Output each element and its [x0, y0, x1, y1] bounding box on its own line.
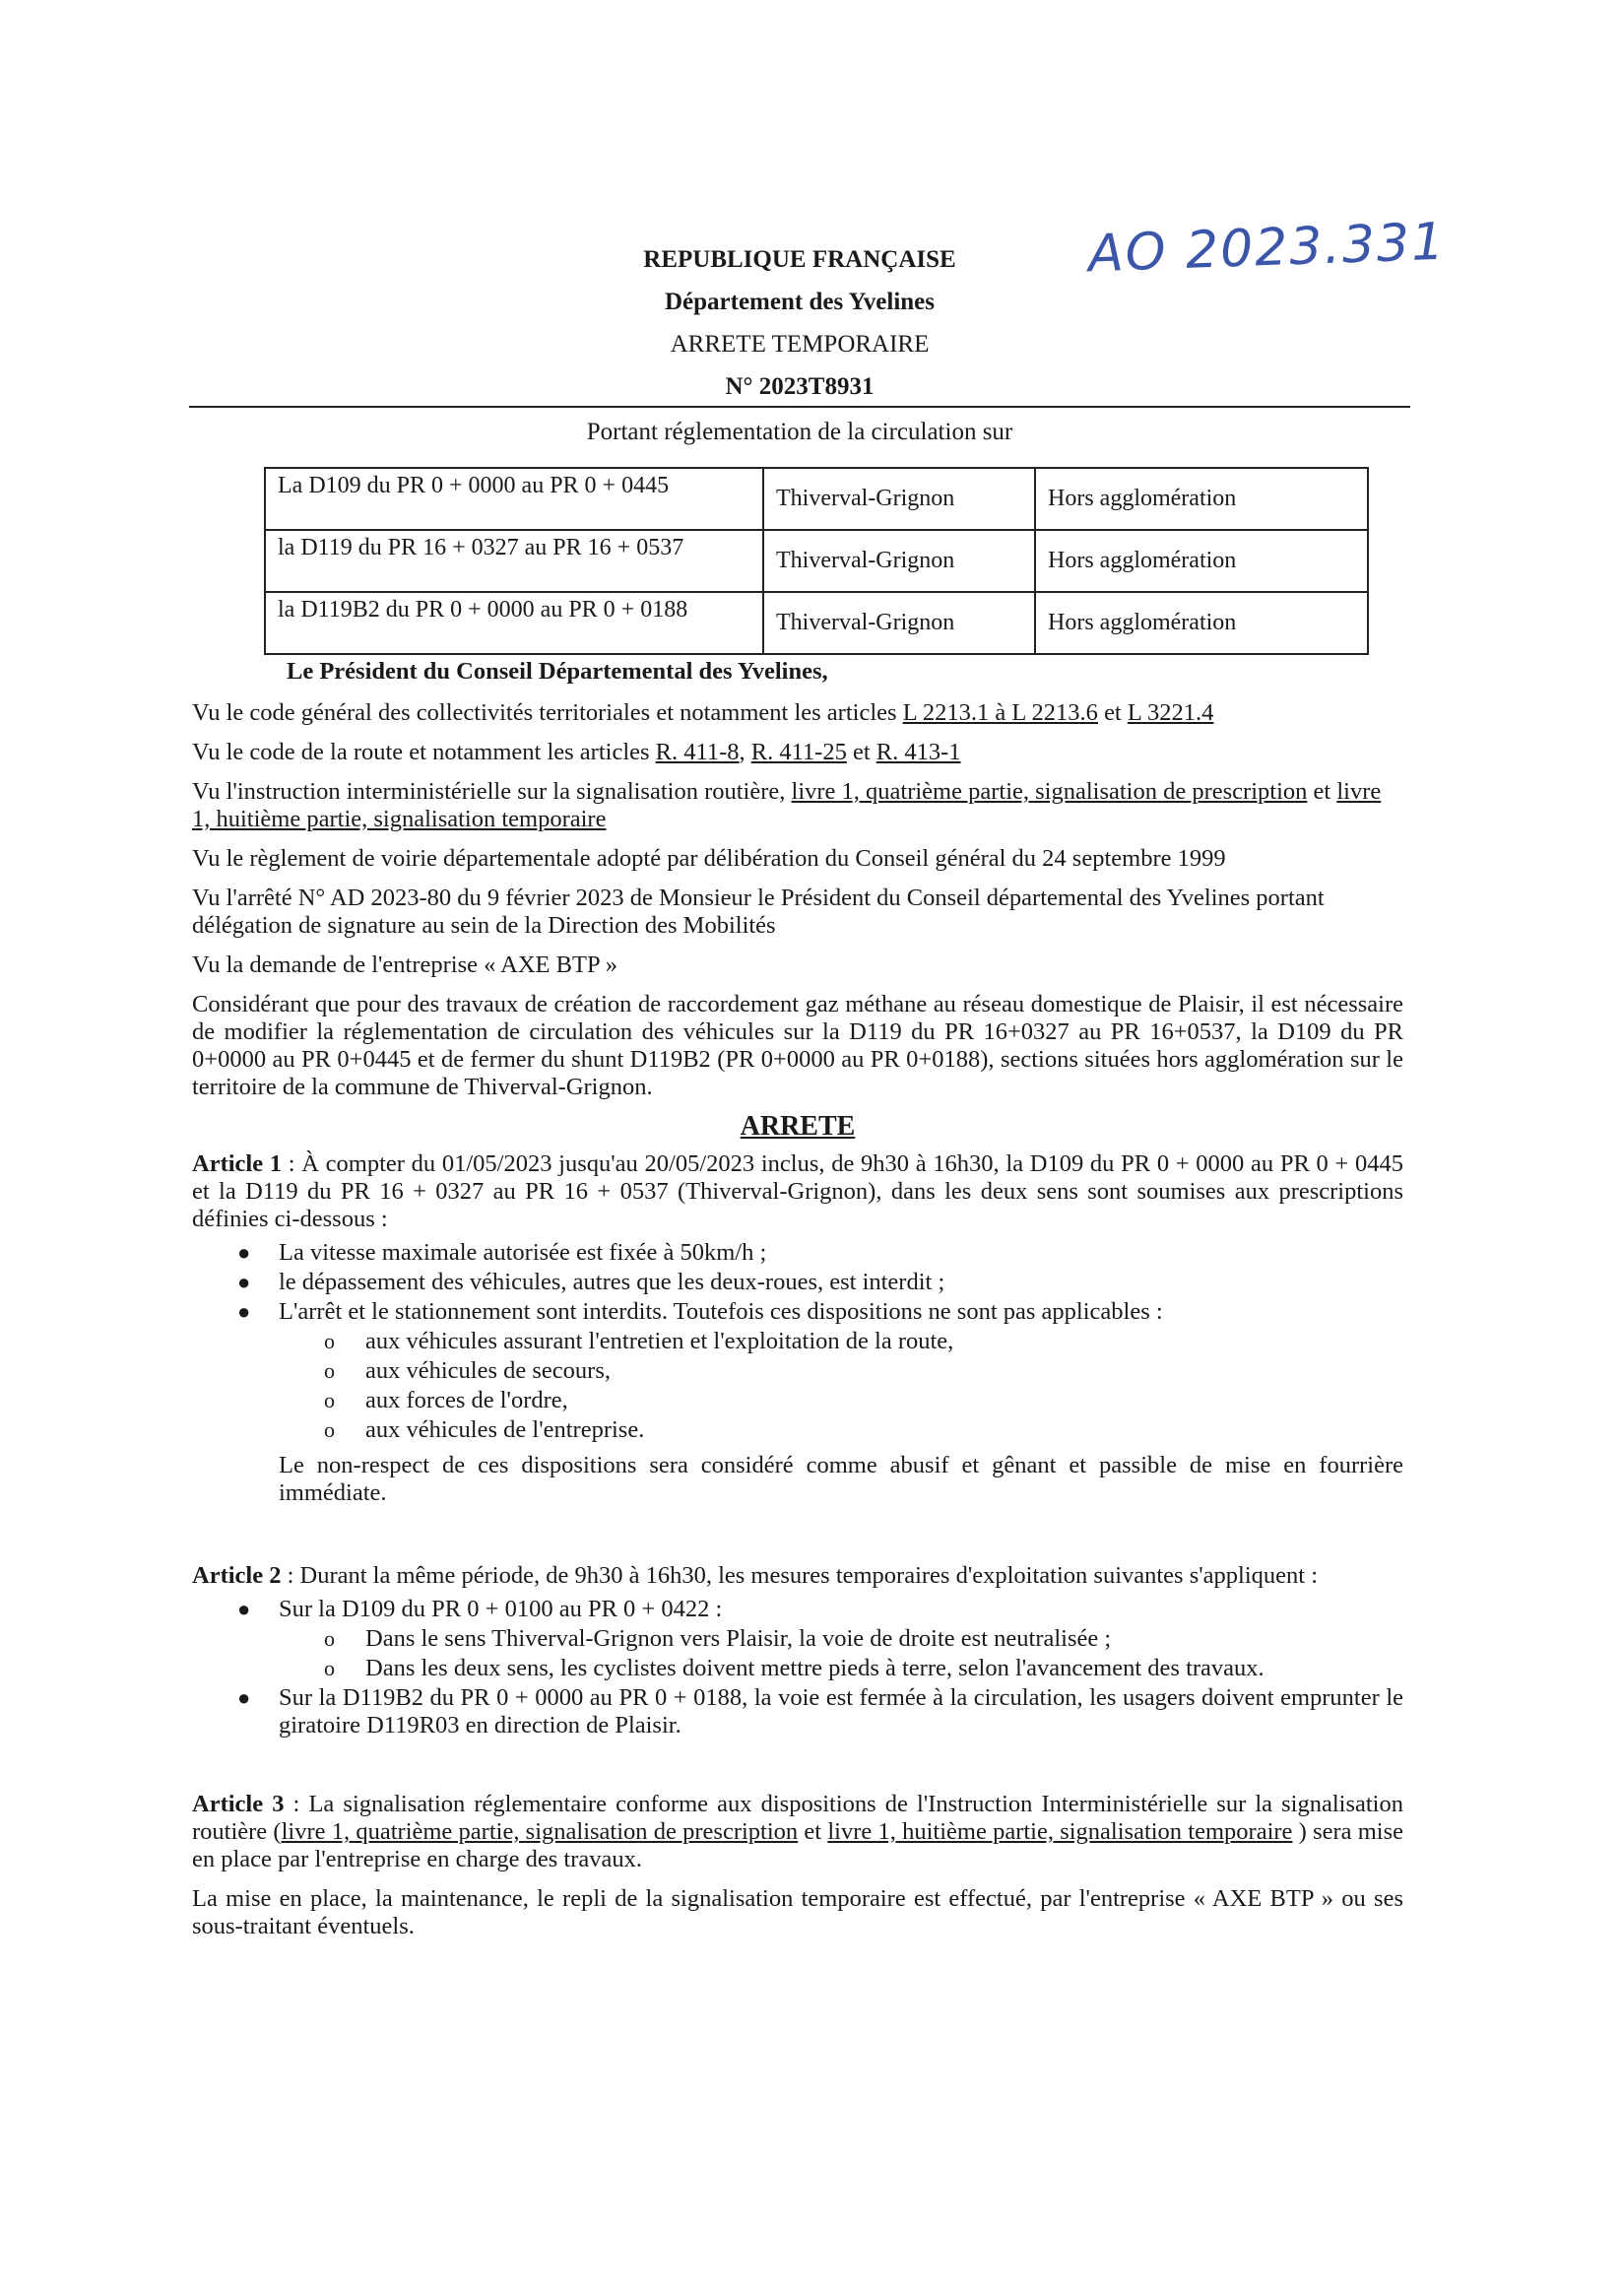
article-text: ) sera mise en place par l'entreprise en charge des travaux. [192, 1818, 1404, 1872]
vu-text: et [1097, 699, 1128, 726]
arrete-title: ARRETE [740, 1111, 856, 1142]
article-label: Article 3 [192, 1791, 285, 1817]
instruction-link[interactable]: livre 1, quatrième partie, signalisation de prescription [281, 1818, 799, 1845]
list-item [237, 1684, 1403, 1739]
article-1 [192, 1150, 1403, 1233]
list-item [237, 1239, 1403, 1267]
document-header [187, 238, 1412, 408]
considerant: Considérant que pour des travaux de création de raccordement gaz méthane au réseau domestique de Plaisir, il est nécessaire de modifier la réglementation de circulation des véhicules sur la D119 du PR 16+0327 au PR 16+0537, la D109 du PR 0+0000 au PR 0+0445 et de fermer du shunt D119B2 (PR 0+0000 au PR 0+0188), sections situées hors agglomération sur le territoire de la commune de Thiverval-Grignon. [192, 991, 1403, 1100]
list-item-text: Sur la D109 du PR 0 + 0100 au PR 0 + 0422 : [279, 1596, 723, 1622]
spacer [192, 1747, 1403, 1791]
bullet-icon: o [324, 1358, 335, 1383]
bullet-icon: o [324, 1417, 335, 1442]
bullet-icon: ● [237, 1597, 251, 1621]
vu-text: et [846, 739, 876, 765]
list-item [324, 1655, 1403, 1682]
bullet-icon: ● [237, 1270, 251, 1294]
bullet-icon: o [324, 1329, 335, 1353]
bullet-icon: o [324, 1656, 335, 1680]
list-item [324, 1416, 1403, 1444]
road-commune: Thiverval-Grignon [763, 592, 1035, 654]
vu-demande: Vu la demande de l'entreprise « AXE BTP » [192, 951, 618, 978]
instruction-link[interactable]: livre 1, quatrième partie, signalisation de prescription [791, 778, 1308, 805]
table-row [265, 592, 1368, 654]
list-item-text: Dans le sens Thiverval-Grignon vers Plaisir, la voie de droite est neutralisée ; [365, 1625, 1112, 1652]
article-1-note: Le non-respect de ces dispositions sera considéré comme abusif et gênant et passible de mise en fourrière immédiate. [279, 1452, 1403, 1506]
vu-reglement: Vu le règlement de voirie départementale adopté par délibération du Conseil général du 24 septembre 1999 [192, 845, 1226, 872]
instruction-link[interactable]: livre 1, huitième partie, signalisation temporaire [192, 778, 1382, 832]
article-label: Article 2 [192, 1562, 282, 1589]
list-item-text: La vitesse maximale autorisée est fixée à 50km/h ; [279, 1239, 767, 1266]
bullet-icon: o [324, 1626, 335, 1651]
road-section: la D119 du PR 16 + 0327 au PR 16 + 0537 [265, 530, 763, 592]
road-zone: Hors agglomération [1035, 530, 1368, 592]
subtitle: Portant réglementation de la circulation sur [586, 419, 1013, 445]
article-2-list [192, 1596, 1403, 1739]
vu-text: Vu le code général des collectivités territoriales et notamment les articles [192, 699, 903, 726]
header-rule [189, 406, 1410, 408]
article-2 [192, 1562, 1403, 1590]
article-link[interactable]: R. 413-1 [875, 739, 961, 765]
article-text: : À compter du 01/05/2023 jusqu'au 20/05/2023 inclus, de 9h30 à 16h30, la D109 du PR 0 + 0000 au PR 0 + 0445 et la D119 du PR 16 + 0327 au PR 16 + 0537 (Thiverval-Grignon), dans les deux sens sont soumises aux prescriptions définies ci-dessous : [192, 1150, 1403, 1232]
article-label: Article 1 [192, 1150, 283, 1177]
list-item-text: aux forces de l'ordre, [365, 1387, 568, 1413]
spacer [192, 1519, 1403, 1562]
list-item-text: aux véhicules assurant l'entretien et l'exploitation de la route, [365, 1328, 954, 1354]
vu-code-route [192, 739, 1403, 766]
instruction-link[interactable]: livre 1, huitième partie, signalisation temporaire [827, 1818, 1293, 1845]
bullet-icon: ● [237, 1240, 251, 1265]
list-item [324, 1387, 1403, 1414]
vu-cgct [192, 699, 1403, 727]
road-commune: Thiverval-Grignon [763, 530, 1035, 592]
president-heading: Le Président du Conseil Départemental des Yvelines, [287, 658, 828, 685]
road-section: la D119B2 du PR 0 + 0000 au PR 0 + 0188 [265, 592, 763, 654]
list-item [237, 1298, 1403, 1444]
department-title: Département des Yvelines [664, 289, 936, 315]
vu-text: et [1307, 778, 1337, 805]
vu-arrete-delegation: Vu l'arrêté N° AD 2023-80 du 9 février 2023 de Monsieur le Président du Conseil départemental des Yvelines portant délégation de signature au sein de la Direction des Mobilités [192, 885, 1325, 939]
list-item [237, 1596, 1403, 1682]
article-3-paragraph-2: La mise en place, la maintenance, le repli de la signalisation temporaire est effectué, par l'entreprise « AXE BTP » ou ses sous-traitant éventuels. [192, 1885, 1403, 1939]
document-body [192, 658, 1403, 1952]
article-text: : La signalisation réglementaire conforme aux dispositions de l'Instruction Interministérielle sur la signalisation routière ( [192, 1791, 1403, 1845]
list-item-text: aux véhicules de l'entreprise. [365, 1416, 645, 1443]
article-link[interactable]: R. 411-8 [655, 739, 740, 765]
list-item-text: aux véhicules de secours, [365, 1357, 611, 1384]
bullet-icon: o [324, 1388, 335, 1412]
vu-text: , [739, 739, 751, 765]
article-text: : Durant la même période, de 9h30 à 16h30, les mesures temporaires d'exploitation suivantes s'appliquent : [281, 1562, 1319, 1589]
article-3 [192, 1791, 1403, 1873]
vu-text: Vu le code de la route et notamment les articles [192, 739, 656, 765]
bullet-icon: ● [237, 1685, 251, 1710]
handwritten-reference: AO 2023.331 [1087, 212, 1448, 285]
list-item [324, 1625, 1403, 1653]
article-link[interactable]: L 3221.4 [1127, 699, 1214, 726]
bullet-icon: ● [237, 1299, 251, 1324]
list-item-text: Sur la D119B2 du PR 0 + 0000 au PR 0 + 0188, la voie est fermée à la circulation, les usagers doivent emprunter le giratoire D119R03 en direction de Plaisir. [279, 1684, 1403, 1738]
list-item [324, 1357, 1403, 1385]
article-text: et [798, 1818, 828, 1845]
road-zone: Hors agglomération [1035, 592, 1368, 654]
article-link[interactable]: R. 411-25 [750, 739, 847, 765]
article-1-list [192, 1239, 1403, 1444]
road-commune: Thiverval-Grignon [763, 468, 1035, 530]
list-item-text: le dépassement des véhicules, autres que les deux-roues, est interdit ; [279, 1269, 945, 1295]
list-item-text: L'arrêt et le stationnement sont interdits. Toutefois ces dispositions ne sont pas applicables : [279, 1298, 1163, 1325]
exemption-list [279, 1328, 1403, 1444]
table-row [265, 468, 1368, 530]
arrete-number: N° 2023T8931 [725, 373, 875, 400]
article-link[interactable]: L 2213.1 à L 2213.6 [902, 699, 1098, 726]
roads-table [264, 467, 1369, 655]
road-section: La D109 du PR 0 + 0000 au PR 0 + 0445 [265, 468, 763, 530]
republic-title: REPUBLIQUE FRANÇAISE [643, 246, 956, 273]
d109-measures-list [279, 1625, 1403, 1682]
list-item [237, 1269, 1403, 1296]
list-item [324, 1328, 1403, 1355]
table-row [265, 530, 1368, 592]
road-zone: Hors agglomération [1035, 468, 1368, 530]
vu-instruction [192, 778, 1403, 833]
vu-text: Vu l'instruction interministérielle sur la signalisation routière, [192, 778, 792, 805]
list-item-text: Dans les deux sens, les cyclistes doivent mettre pieds à terre, selon l'avancement des travaux. [365, 1655, 1264, 1681]
document-type: ARRETE TEMPORAIRE [670, 331, 930, 358]
